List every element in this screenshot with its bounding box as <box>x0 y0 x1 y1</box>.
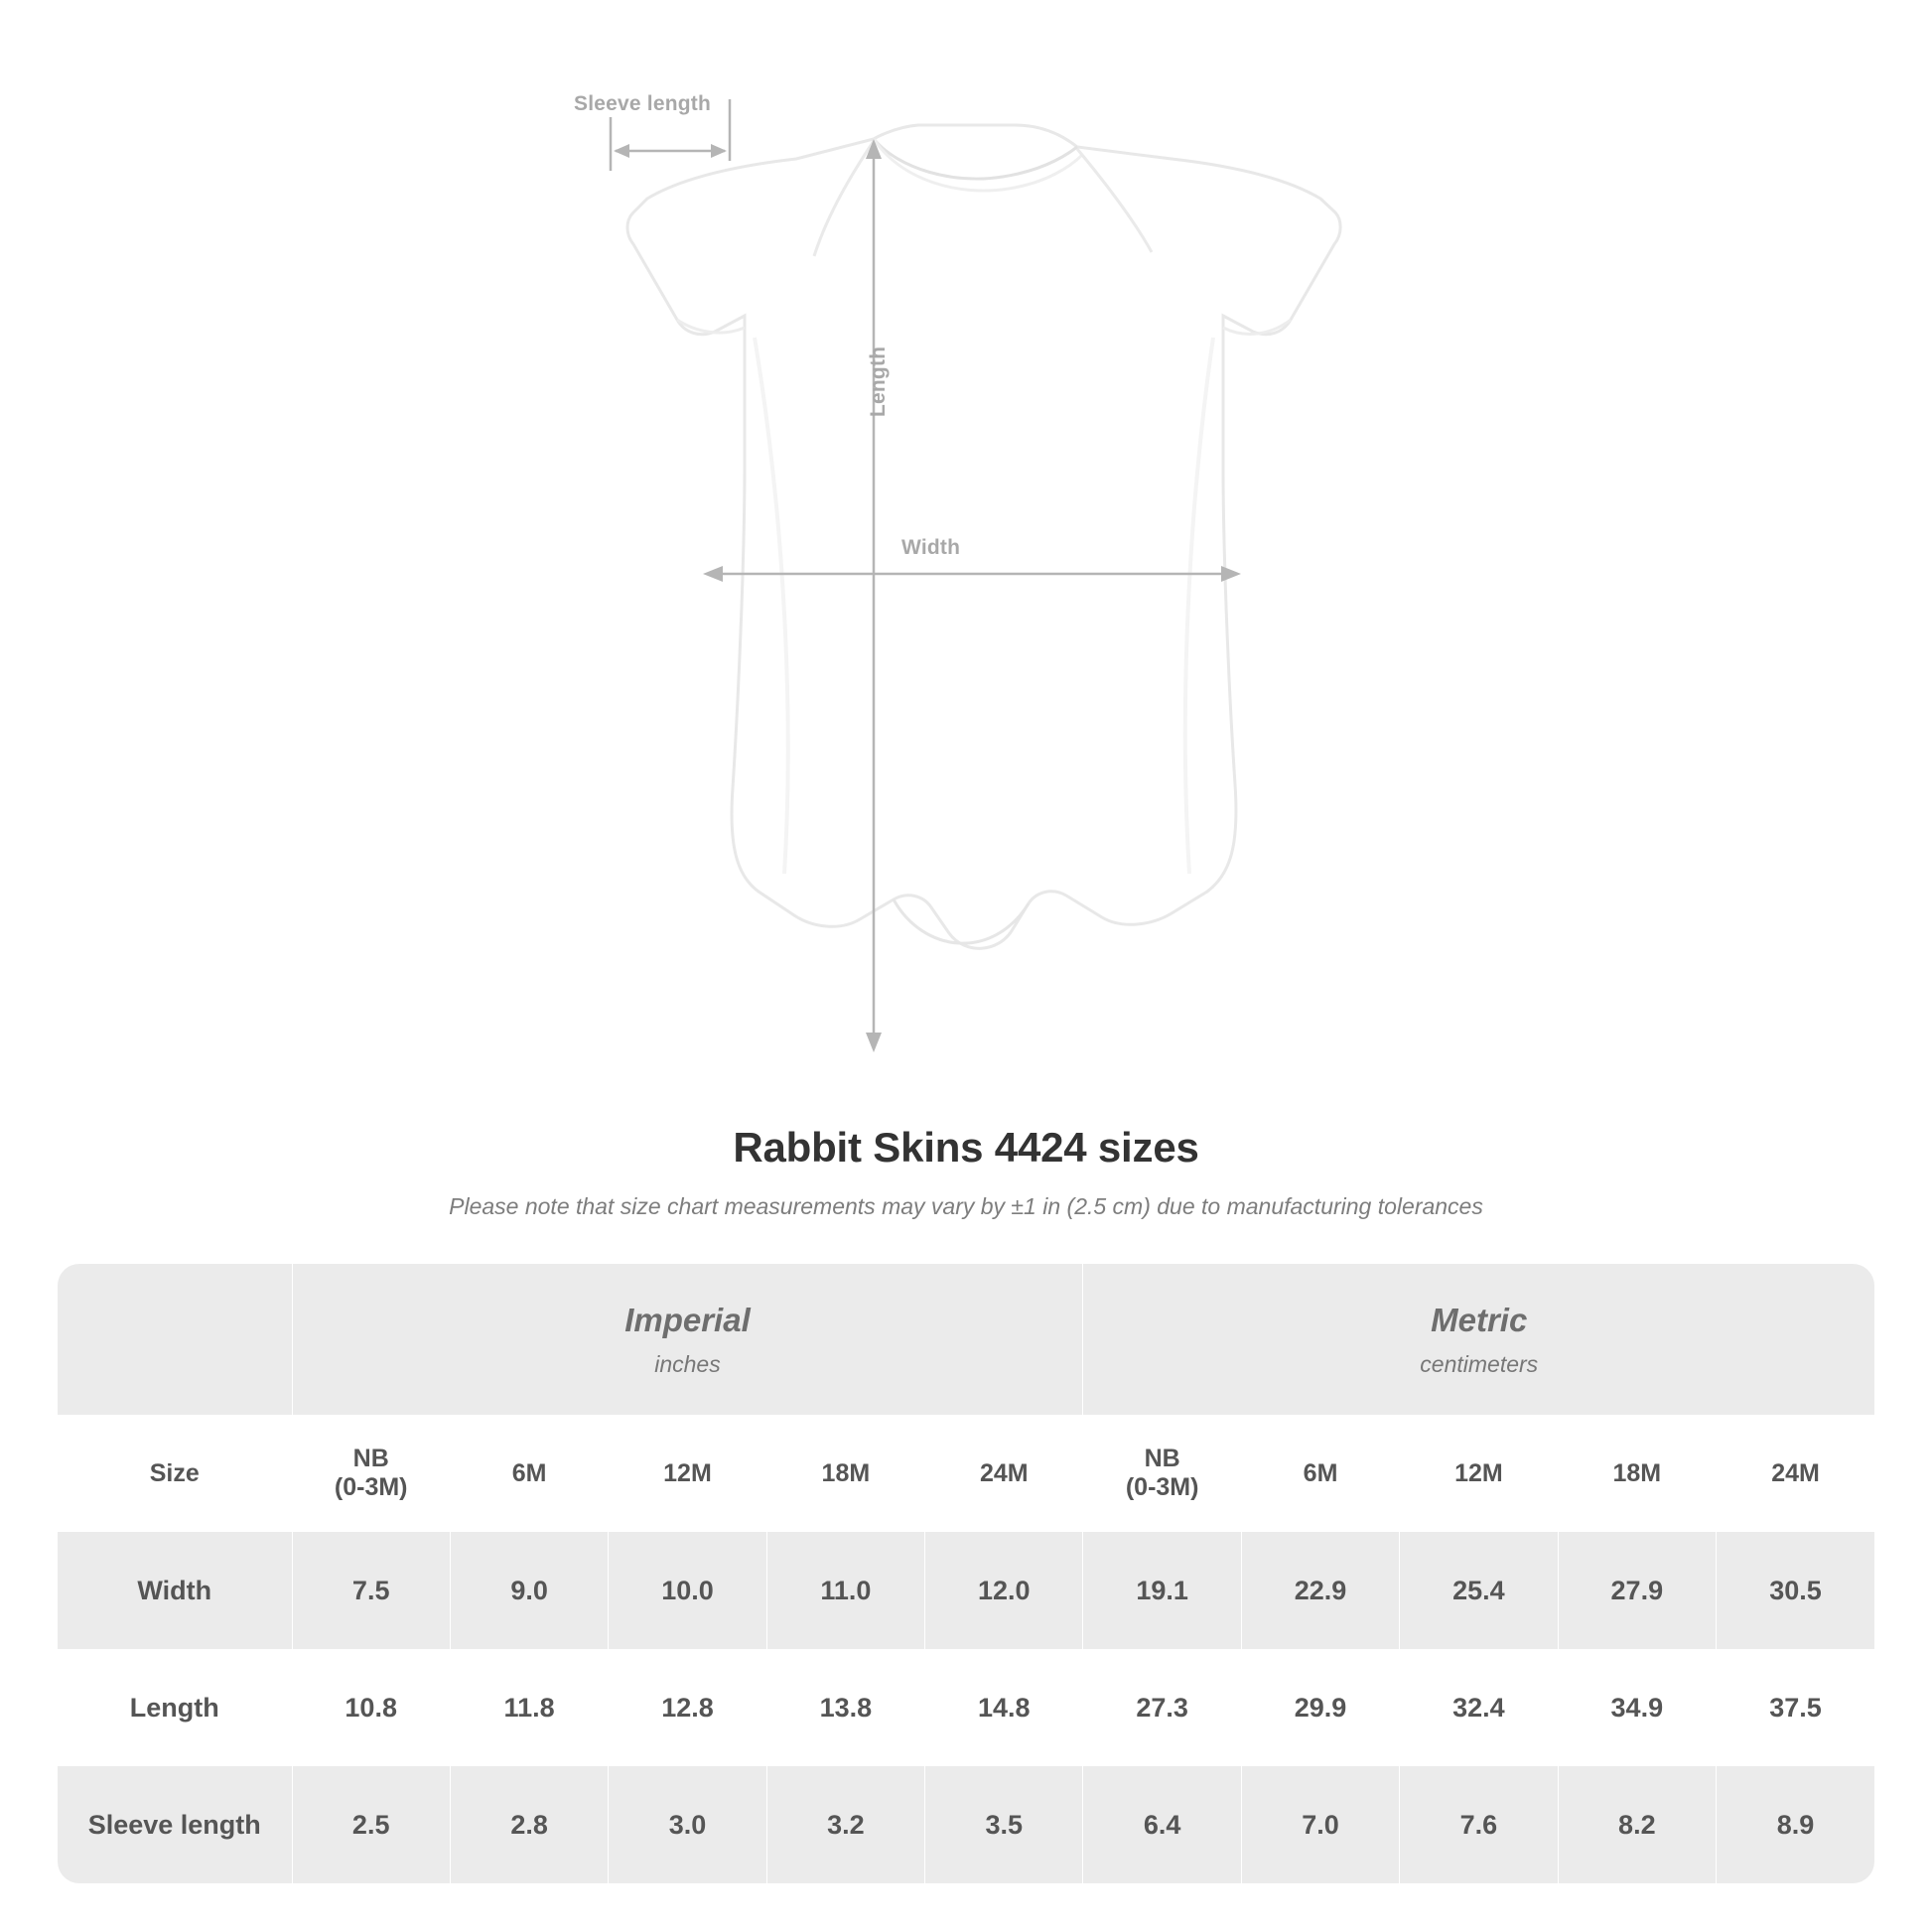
unit-row-blank <box>58 1264 292 1415</box>
cell-sleeve-imperial-12m: 3.0 <box>609 1766 766 1883</box>
column-header-metric-nb-label: NB <box>1144 1445 1180 1472</box>
column-header-metric-18m: 18M <box>1558 1415 1716 1532</box>
page-title: Rabbit Skins 4424 sizes <box>733 1124 1199 1171</box>
cell-width-imperial-12m: 10.0 <box>609 1532 766 1649</box>
cell-width-metric-6m: 22.9 <box>1241 1532 1399 1649</box>
cell-sleeve-imperial-nb: 2.5 <box>292 1766 450 1883</box>
cell-width-metric-12m: 25.4 <box>1400 1532 1558 1649</box>
column-header-imperial-nb <box>292 1415 450 1532</box>
column-header-imperial-nb-label: NB <box>352 1445 389 1472</box>
tolerance-note: Please note that size chart measurements may vary by ±1 in (2.5 cm) due to manufacturing tolerances <box>449 1193 1483 1219</box>
cell-width-imperial-6m: 9.0 <box>450 1532 608 1649</box>
cell-length-metric-nb: 27.3 <box>1083 1649 1241 1766</box>
cell-width-metric-24m: 30.5 <box>1717 1532 1874 1649</box>
cell-sleeve-metric-6m: 7.0 <box>1241 1766 1399 1883</box>
cell-length-imperial-12m: 12.8 <box>609 1649 766 1766</box>
cell-sleeve-metric-nb: 6.4 <box>1083 1766 1241 1883</box>
cell-length-metric-24m: 37.5 <box>1717 1649 1874 1766</box>
unit-group-metric <box>1083 1264 1874 1415</box>
cell-length-metric-12m: 32.4 <box>1400 1649 1558 1766</box>
column-header-metric-nb-sub: (0-3M) <box>1125 1473 1199 1501</box>
cell-width-imperial-nb: 7.5 <box>292 1532 450 1649</box>
unit-group-imperial-sub: inches <box>654 1350 721 1377</box>
column-header-metric-6m: 6M <box>1241 1415 1399 1532</box>
cell-length-imperial-nb: 10.8 <box>292 1649 450 1766</box>
cell-length-imperial-6m: 11.8 <box>450 1649 608 1766</box>
cell-sleeve-imperial-24m: 3.5 <box>925 1766 1083 1883</box>
cell-width-metric-18m: 27.9 <box>1558 1532 1716 1649</box>
size-table <box>58 1264 1874 1883</box>
cell-sleeve-metric-24m: 8.9 <box>1717 1766 1874 1883</box>
table-row <box>58 1649 1874 1766</box>
cell-width-metric-nb: 19.1 <box>1083 1532 1241 1649</box>
column-header-metric-nb <box>1083 1415 1241 1532</box>
cell-sleeve-metric-12m: 7.6 <box>1400 1766 1558 1883</box>
row-header-size: Size <box>58 1415 292 1532</box>
unit-group-metric-sub: centimeters <box>1420 1350 1539 1377</box>
cell-sleeve-imperial-6m: 2.8 <box>450 1766 608 1883</box>
column-header-row <box>58 1415 1874 1532</box>
length-label: Length <box>867 345 890 417</box>
row-label-length: Length <box>58 1649 292 1766</box>
cell-sleeve-imperial-18m: 3.2 <box>766 1766 924 1883</box>
column-header-imperial-24m: 24M <box>925 1415 1083 1532</box>
column-header-imperial-6m: 6M <box>450 1415 608 1532</box>
row-label-width: Width <box>58 1532 292 1649</box>
column-header-imperial-18m: 18M <box>766 1415 924 1532</box>
title-block <box>0 1124 1932 1220</box>
column-header-imperial-12m: 12M <box>609 1415 766 1532</box>
unit-group-metric-name: Metric <box>1431 1301 1528 1338</box>
cell-width-imperial-18m: 11.0 <box>766 1532 924 1649</box>
column-header-metric-24m: 24M <box>1717 1415 1874 1532</box>
cell-width-imperial-24m: 12.0 <box>925 1532 1083 1649</box>
size-table-wrapper <box>58 1264 1874 1883</box>
cell-length-imperial-24m: 14.8 <box>925 1649 1083 1766</box>
unit-group-imperial-name: Imperial <box>624 1301 751 1338</box>
cell-sleeve-metric-18m: 8.2 <box>1558 1766 1716 1883</box>
sleeve-length-label: Sleeve length <box>574 92 711 115</box>
table-row <box>58 1532 1874 1649</box>
unit-group-row <box>58 1264 1874 1415</box>
table-row <box>58 1766 1874 1883</box>
width-label: Width <box>901 536 961 559</box>
unit-group-imperial <box>292 1264 1083 1415</box>
column-header-metric-12m: 12M <box>1400 1415 1558 1532</box>
cell-length-metric-18m: 34.9 <box>1558 1649 1716 1766</box>
cell-length-imperial-18m: 13.8 <box>766 1649 924 1766</box>
column-header-imperial-nb-sub: (0-3M) <box>334 1473 408 1501</box>
cell-length-metric-6m: 29.9 <box>1241 1649 1399 1766</box>
row-label-sleeve-length: Sleeve length <box>58 1766 292 1883</box>
